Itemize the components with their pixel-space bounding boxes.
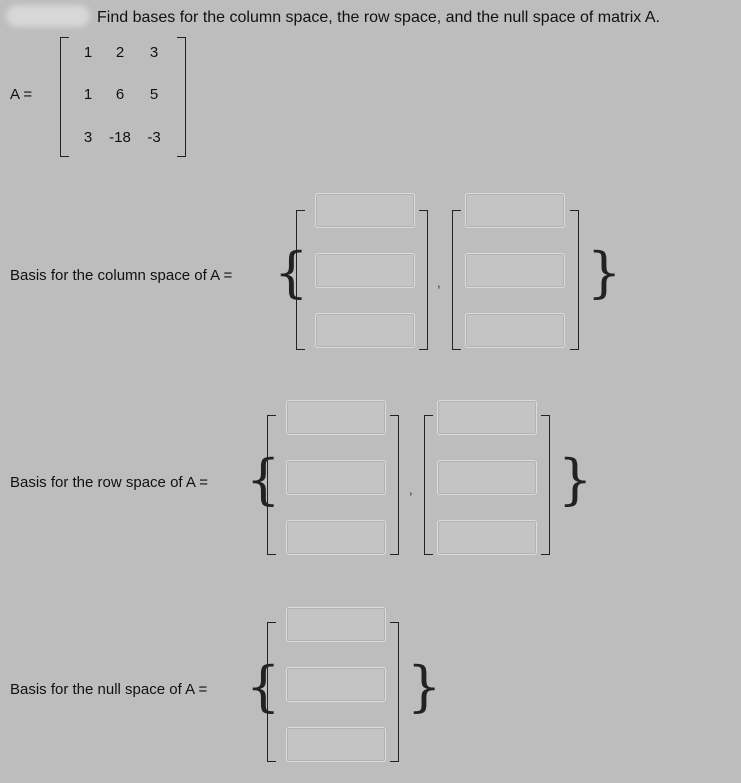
row-space-label: Basis for the row space of A = bbox=[10, 474, 209, 491]
row-close-brace: } bbox=[558, 448, 593, 511]
matrix-label: A = bbox=[10, 86, 33, 103]
null-vector-entry-3[interactable] bbox=[286, 727, 386, 762]
matrix-cell: 6 bbox=[115, 86, 125, 103]
null-open-brace: { bbox=[246, 655, 281, 718]
matrix-cell: 3 bbox=[83, 129, 93, 146]
row-vector-2-left-bracket bbox=[424, 415, 433, 555]
row-vector-separator: , bbox=[409, 482, 413, 497]
row-vector-1-entry-1[interactable] bbox=[286, 400, 386, 435]
null-vector-entry-2[interactable] bbox=[286, 667, 386, 702]
matrix-cell: 5 bbox=[149, 86, 159, 103]
column-vector-2-entry-1[interactable] bbox=[465, 193, 565, 228]
column-space-label: Basis for the column space of A = bbox=[10, 267, 233, 284]
null-vector-left-bracket bbox=[267, 622, 276, 762]
column-vector-2-right-bracket bbox=[570, 210, 579, 350]
matrix-cell: 2 bbox=[115, 44, 125, 61]
null-space-label: Basis for the null space of A = bbox=[10, 681, 208, 698]
null-vector-entry-1[interactable] bbox=[286, 607, 386, 642]
matrix-cell: -18 bbox=[109, 129, 131, 146]
column-vector-separator: , bbox=[437, 275, 441, 290]
row-vector-1-entry-2[interactable] bbox=[286, 460, 386, 495]
matrix-cell: 1 bbox=[83, 86, 93, 103]
row-vector-2-right-bracket bbox=[541, 415, 550, 555]
column-open-brace: { bbox=[274, 241, 309, 304]
column-vector-1-left-bracket bbox=[296, 210, 305, 350]
row-vector-2-entry-3[interactable] bbox=[437, 520, 537, 555]
row-vector-2-entry-2[interactable] bbox=[437, 460, 537, 495]
row-vector-1-entry-3[interactable] bbox=[286, 520, 386, 555]
problem-title: Find bases for the column space, the row space, and the null space of matrix A. bbox=[97, 9, 660, 26]
column-vector-2-entry-2[interactable] bbox=[465, 253, 565, 288]
column-vector-2-entry-3[interactable] bbox=[465, 313, 565, 348]
column-vector-1-right-bracket bbox=[419, 210, 428, 350]
row-vector-1-left-bracket bbox=[267, 415, 276, 555]
null-vector-right-bracket bbox=[390, 622, 399, 762]
column-vector-1-entry-1[interactable] bbox=[315, 193, 415, 228]
column-vector-2-left-bracket bbox=[452, 210, 461, 350]
matrix-left-bracket bbox=[60, 37, 69, 157]
matrix-cell: 3 bbox=[149, 44, 159, 61]
matrix-cell: -3 bbox=[147, 129, 161, 146]
redacted-avatar bbox=[6, 5, 90, 27]
row-vector-2-entry-1[interactable] bbox=[437, 400, 537, 435]
column-vector-1-entry-3[interactable] bbox=[315, 313, 415, 348]
matrix-right-bracket bbox=[177, 37, 186, 157]
column-vector-1-entry-2[interactable] bbox=[315, 253, 415, 288]
row-open-brace: { bbox=[246, 448, 281, 511]
matrix-cell: 1 bbox=[83, 44, 93, 61]
null-close-brace: } bbox=[407, 655, 442, 718]
row-vector-1-right-bracket bbox=[390, 415, 399, 555]
column-close-brace: } bbox=[587, 241, 622, 304]
